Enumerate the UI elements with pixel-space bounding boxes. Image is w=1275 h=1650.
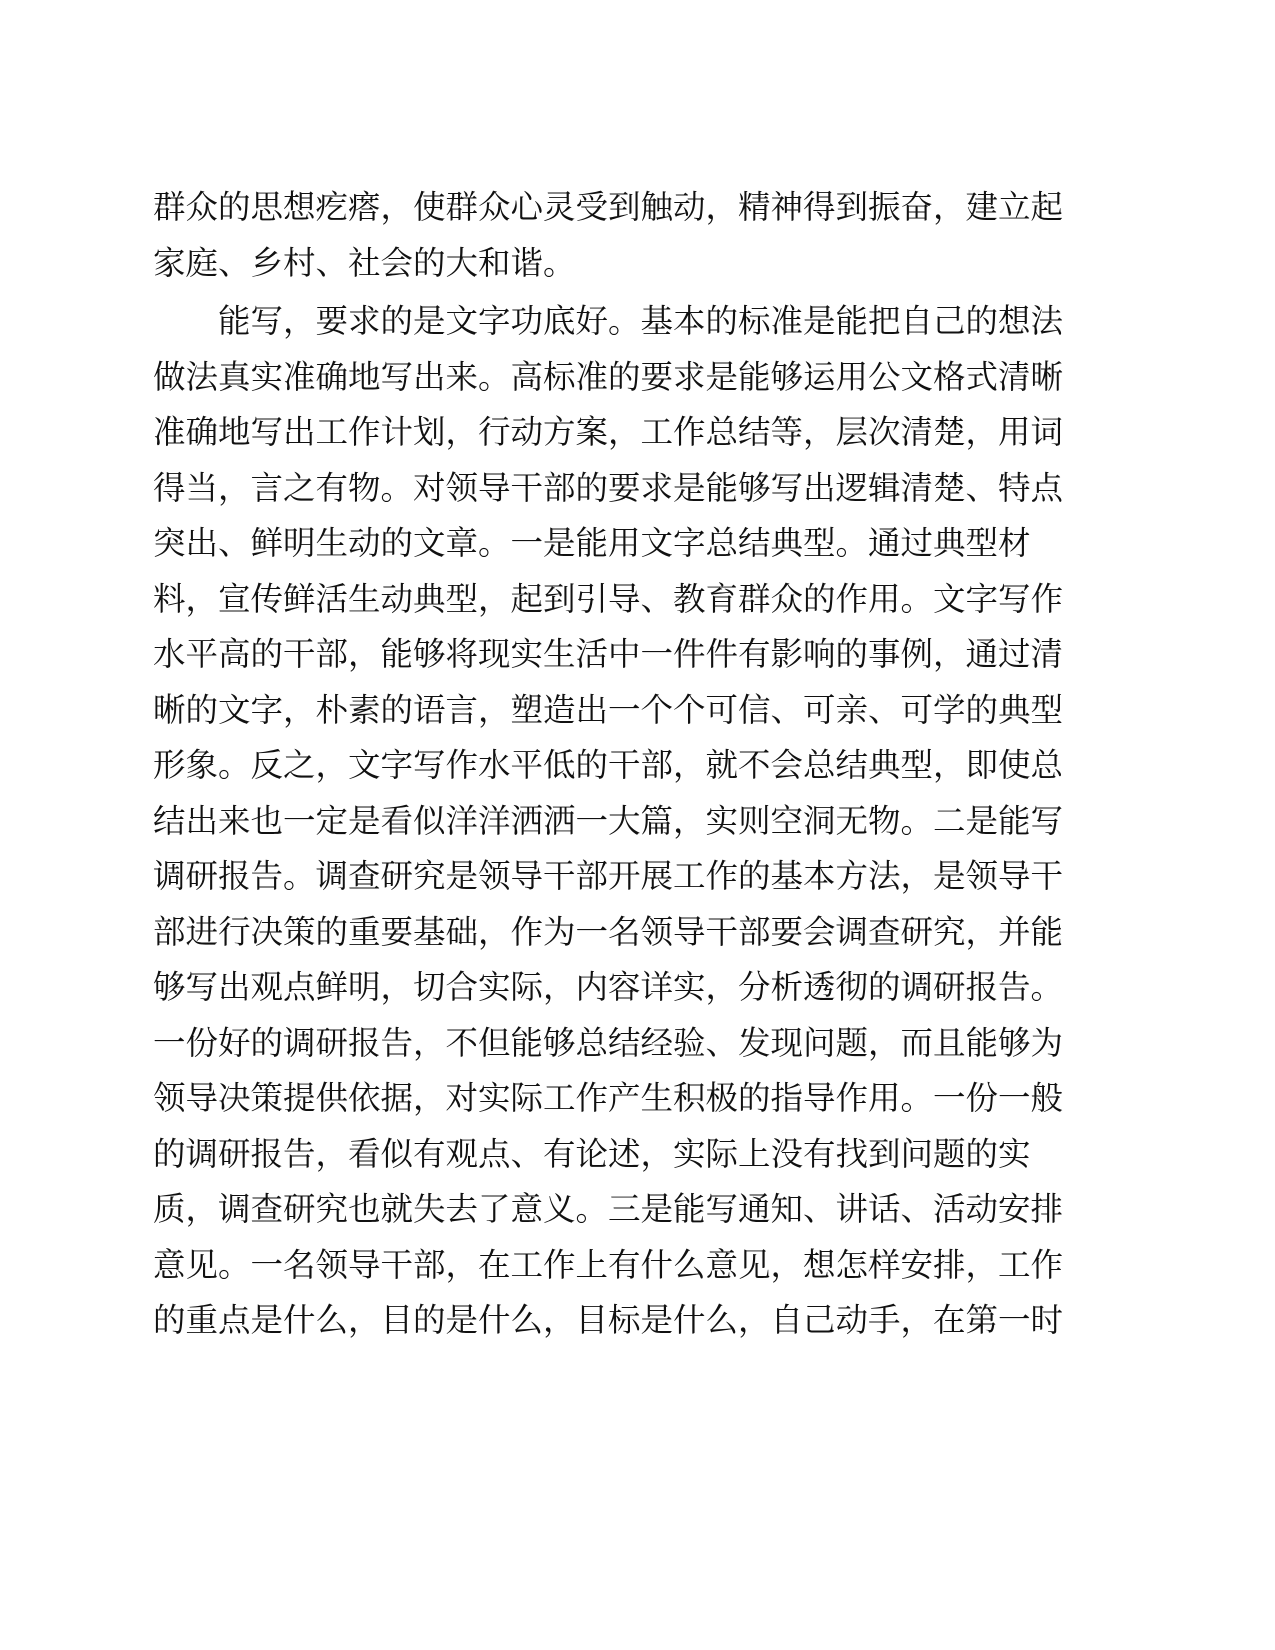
text-line: 群众的思想疙瘩，使群众心灵受到触动，精神得到振奋，建立起 (153, 188, 1064, 226)
text-line: 准确地写出工作计划，行动方案，工作总结等，层次清楚，用词 (153, 413, 1064, 451)
text-line: 料，宣传鲜活生动典型，起到引导、教育群众的作用。文字写作 (153, 579, 1064, 618)
text-line: 做法真实准确地写出来。高标准的要求是能够运用公文格式清晰 (153, 357, 1064, 396)
text-line: 质，调查研究也就失去了意义。三是能写通知、讲话、活动安排 (153, 1190, 1064, 1228)
text-line: 家庭、乡村、社会的大和谐。 (153, 243, 576, 282)
text-line: 的重点是什么，目的是什么，目标是什么，自己动手，在第一时 (153, 1301, 1064, 1339)
text-line: 形象。反之，文字写作水平低的干部，就不会总结典型，即使总 (153, 746, 1064, 784)
text-line: 领导决策提供依据，对实际工作产生积极的指导作用。一份一般 (153, 1079, 1064, 1117)
text-line: 晰的文字，朴素的语言，塑造出一个个可信、可亲、可学的典型 (153, 690, 1064, 729)
text-line: 得当，言之有物。对领导干部的要求是能够写出逻辑清楚、特点 (153, 468, 1064, 507)
text-line: 部进行决策的重要基础，作为一名领导干部要会调查研究，并能 (153, 912, 1064, 951)
text-line: 意见。一名领导干部，在工作上有什么意见，想怎样安排，工作 (153, 1245, 1064, 1284)
text-line: 突出、鲜明生动的文章。一是能用文字总结典型。通过典型材 (153, 524, 1031, 562)
text-line: 结出来也一定是看似洋洋洒洒一大篇，实则空洞无物。二是能写 (153, 801, 1064, 840)
text-line: 调研报告。调查研究是领导干部开展工作的基本方法，是领导干 (153, 857, 1064, 895)
body-text (153, 180, 1103, 1349)
text-line: 一份好的调研报告，不但能够总结经验、发现问题，而且能够为 (153, 1023, 1064, 1062)
text-line: 够写出观点鲜明，切合实际，内容详实，分析透彻的调研报告。 (153, 968, 1064, 1006)
text-line: 水平高的干部，能够将现实生活中一件件有影响的事例，通过清 (153, 635, 1064, 673)
paragraph-first-line: 能写，要求的是文字功底好。基本的标准是能把自己的想法 (153, 302, 1064, 340)
text-line: 的调研报告，看似有观点、有论述，实际上没有找到问题的实 (153, 1134, 1031, 1173)
